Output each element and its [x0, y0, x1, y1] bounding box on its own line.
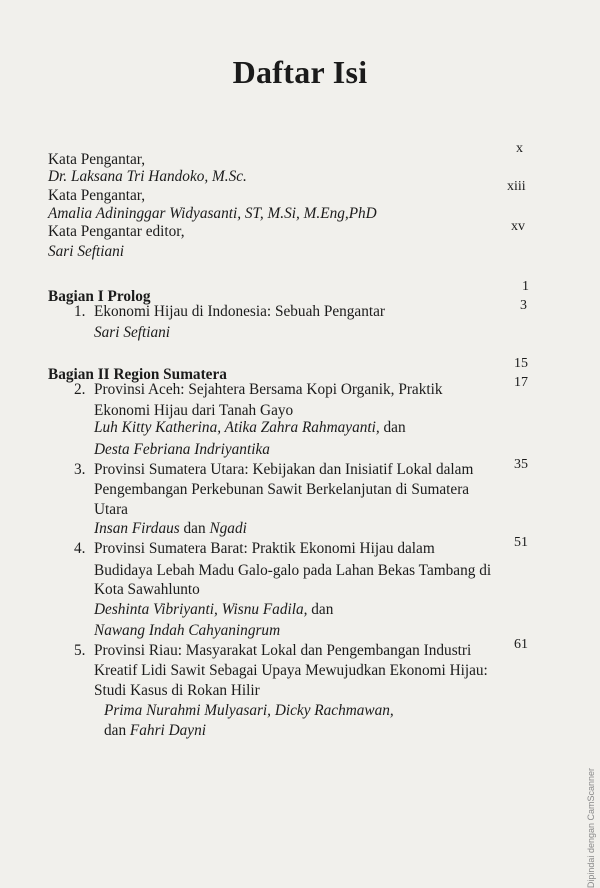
chapter-title-line: Utara	[94, 501, 128, 518]
author-conjunction: dan	[104, 722, 127, 739]
author-conjunction: dan	[383, 419, 406, 436]
author-names: Prima Nurahmi Mulyasari, Dicky Rachmawan,	[104, 702, 394, 719]
chapter-authors	[94, 419, 406, 437]
chapter-title-line: Budidaya Lebah Madu Galo-galo pada Lahan Bekas Tambang di	[94, 562, 492, 579]
author-names: Nawang Indah Cahyaningrum	[94, 622, 281, 639]
part-heading: Bagian II Region Sumatera	[48, 366, 227, 383]
page-number: 51	[514, 535, 528, 550]
chapter-title-line: Provinsi Sumatera Utara: Kebijakan dan Inisiatif Lokal dalam	[94, 461, 474, 478]
author-names: Desta Febriana Indriyantika	[94, 441, 270, 458]
chapter-title-line: Provinsi Sumatera Barat: Praktik Ekonomi Hijau dalam	[94, 540, 435, 557]
author-names: Deshinta Vibriyanti, Wisnu Fadila,	[94, 601, 308, 618]
page-title: Daftar Isi	[232, 54, 368, 90]
chapter-number: 4.	[74, 540, 86, 557]
page-number: 1	[522, 279, 529, 294]
chapter-number: 3.	[74, 461, 86, 478]
author-name: Ngadi	[209, 520, 247, 537]
toc-entry-author: Sari Seftiani	[48, 243, 125, 260]
toc-entry-author: Amalia Adininggar Widyasanti, ST, M.Si, M.Eng,PhD	[48, 205, 377, 222]
toc-entry-author: Dr. Laksana Tri Handoko, M.Sc.	[48, 168, 247, 185]
page-number: 15	[514, 356, 528, 371]
chapter-number: 1.	[74, 303, 86, 320]
author-names: Luh Kitty Katherina, Atika Zahra Rahmayanti,	[94, 419, 380, 436]
chapter-authors	[94, 601, 333, 619]
page-number: xv	[511, 219, 525, 234]
chapter-authors	[104, 722, 206, 740]
chapter-number: 2.	[74, 381, 86, 398]
chapter-title-line: Pengembangan Perkebunan Sawit Berkelanjutan di Sumatera	[94, 481, 470, 498]
page-number: 3	[520, 298, 527, 313]
chapter-title-line: Kota Sawahlunto	[94, 581, 200, 598]
page-number: x	[516, 141, 523, 156]
author-name: Insan Firdaus	[94, 520, 180, 537]
author-conjunction: dan	[183, 520, 206, 537]
chapter-number: 5.	[74, 642, 86, 659]
page-number: 35	[514, 457, 528, 472]
chapter-title: Ekonomi Hijau di Indonesia: Sebuah Pengantar	[94, 303, 386, 320]
chapter-title-line: Provinsi Aceh: Sejahtera Bersama Kopi Organik, Praktik	[94, 381, 443, 398]
toc-entry-label: Kata Pengantar editor,	[48, 223, 185, 240]
page-number: 17	[514, 375, 528, 390]
author-conjunction: dan	[311, 601, 334, 618]
scanner-watermark: Dipindai dengan CamScanner	[586, 768, 596, 888]
chapter-title-line: Provinsi Riau: Masyarakat Lokal dan Pengembangan Industri	[94, 642, 472, 659]
toc-entry-label: Kata Pengantar,	[48, 151, 146, 168]
chapter-author: Sari Seftiani	[94, 324, 171, 341]
page-number: xiii	[507, 179, 526, 194]
part-heading: Bagian I Prolog	[48, 288, 151, 305]
author-names: Fahri Dayni	[129, 722, 206, 739]
chapter-authors	[94, 520, 247, 538]
chapter-title-line: Ekonomi Hijau dari Tanah Gayo	[94, 402, 294, 419]
page-number: 61	[514, 637, 528, 652]
toc-entry-label: Kata Pengantar,	[48, 187, 146, 204]
chapter-title-line: Studi Kasus di Rokan Hilir	[94, 682, 260, 699]
chapter-title-line: Kreatif Lidi Sawit Sebagai Upaya Mewujudkan Ekonomi Hijau:	[94, 662, 488, 679]
